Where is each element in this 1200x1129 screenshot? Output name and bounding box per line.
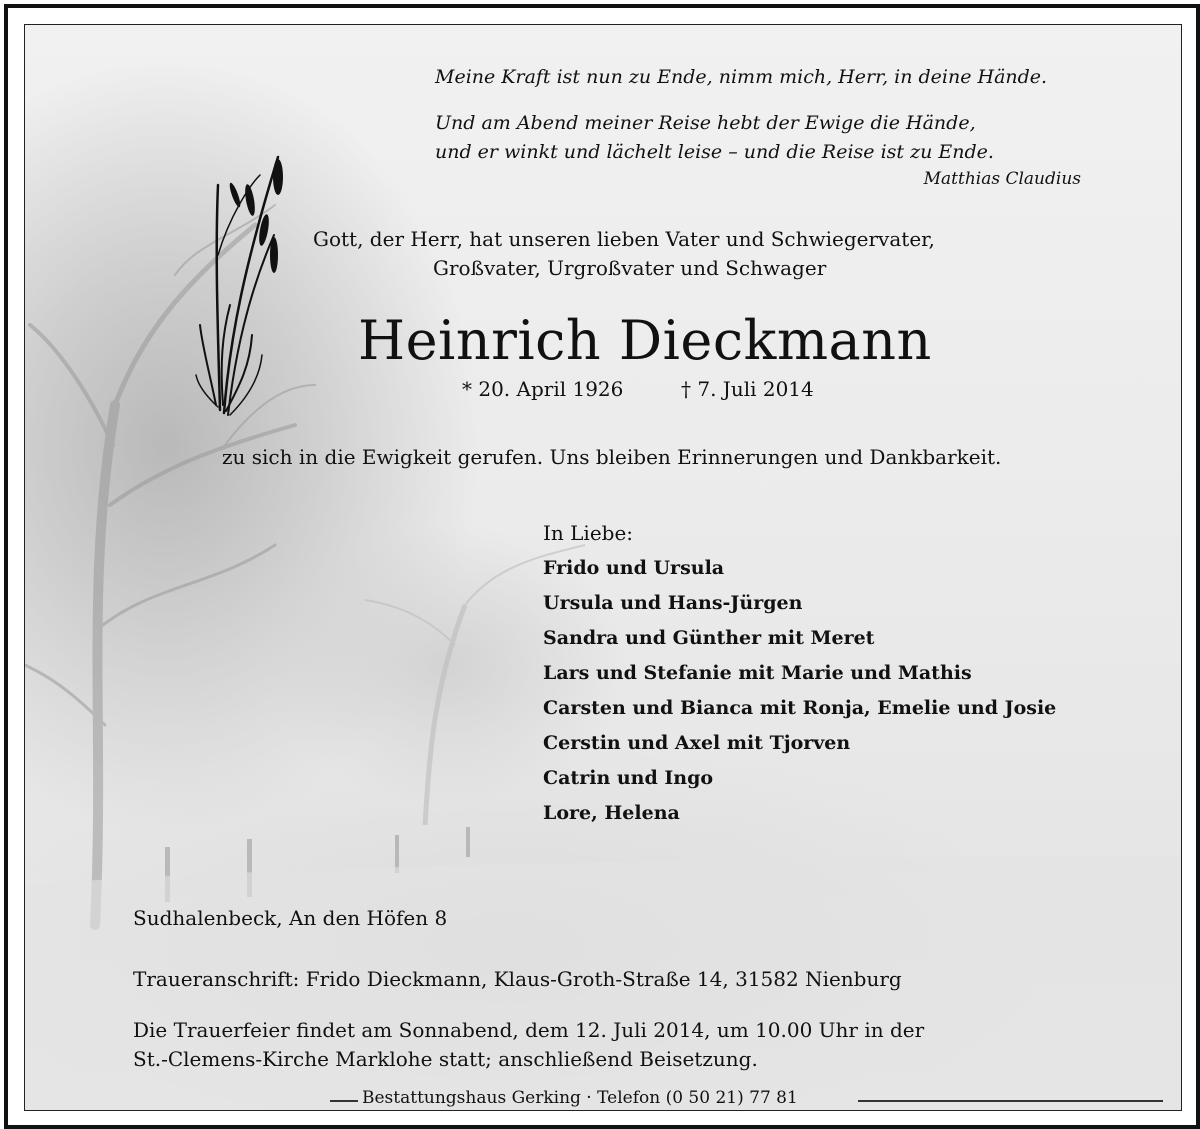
mourner-name: Carsten und Bianca mit Ronja, Emelie und Josie bbox=[543, 697, 1057, 719]
deceased-name: Heinrich Dieckmann bbox=[358, 309, 932, 372]
mourner-name: Frido und Ursula bbox=[543, 557, 725, 579]
poem-line-2: Und am Abend meiner Reise hebt der Ewige die Hände, bbox=[435, 112, 976, 134]
notice-panel bbox=[24, 24, 1182, 1111]
intro-line-2: Großvater, Urgroßvater und Schwager bbox=[433, 256, 827, 280]
birth-date: * 20. April 1926 bbox=[462, 377, 624, 401]
mourner-name: Cerstin und Axel mit Tjorven bbox=[543, 732, 851, 754]
intro-line-1: Gott, der Herr, hat unseren lieben Vater und Schwiegervater, bbox=[313, 227, 935, 251]
footer-rule-left bbox=[330, 1100, 358, 1102]
mourner-name: Lars und Stefanie mit Marie und Mathis bbox=[543, 662, 972, 684]
mourners-list bbox=[543, 551, 1056, 831]
mourner-name: Ursula und Hans-Jürgen bbox=[543, 592, 803, 614]
wheat-ears-icon bbox=[190, 135, 310, 435]
poem-author: Matthias Claudius bbox=[923, 169, 1081, 189]
location-text: Sudhalenbeck, An den Höfen 8 bbox=[133, 906, 448, 930]
death-date: † 7. Juli 2014 bbox=[681, 377, 814, 401]
mourner-name: Catrin und Ingo bbox=[543, 767, 714, 789]
mourner-name: Sandra und Günther mit Meret bbox=[543, 627, 875, 649]
funeral-home-contact: Bestattungshaus Gerking · Telefon (0 50 21) 77 81 bbox=[362, 1088, 798, 1108]
footer-rule-right bbox=[858, 1100, 1163, 1102]
mourners-heading: In Liebe: bbox=[543, 521, 634, 545]
poem-line-1: Meine Kraft ist nun zu Ende, nimm mich, Herr, in deine Hände. bbox=[435, 66, 1048, 88]
notice-outer-border bbox=[4, 4, 1200, 1129]
ceremony-line-1: Die Trauerfeier findet am Sonnabend, dem 12. Juli 2014, um 10.00 Uhr in der bbox=[133, 1018, 925, 1042]
mourner-name: Lore, Helena bbox=[543, 802, 680, 824]
ceremony-line-2: St.-Clemens-Kirche Marklohe statt; anschließend Beisetzung. bbox=[133, 1047, 758, 1071]
called-text: zu sich in die Ewigkeit gerufen. Uns bleiben Erinnerungen und Dankbarkeit. bbox=[222, 445, 1002, 469]
mourning-address: Traueranschrift: Frido Dieckmann, Klaus-Groth-Straße 14, 31582 Nienburg bbox=[133, 967, 902, 991]
poem-line-3: und er winkt und lächelt leise – und die Reise ist zu Ende. bbox=[435, 141, 994, 163]
